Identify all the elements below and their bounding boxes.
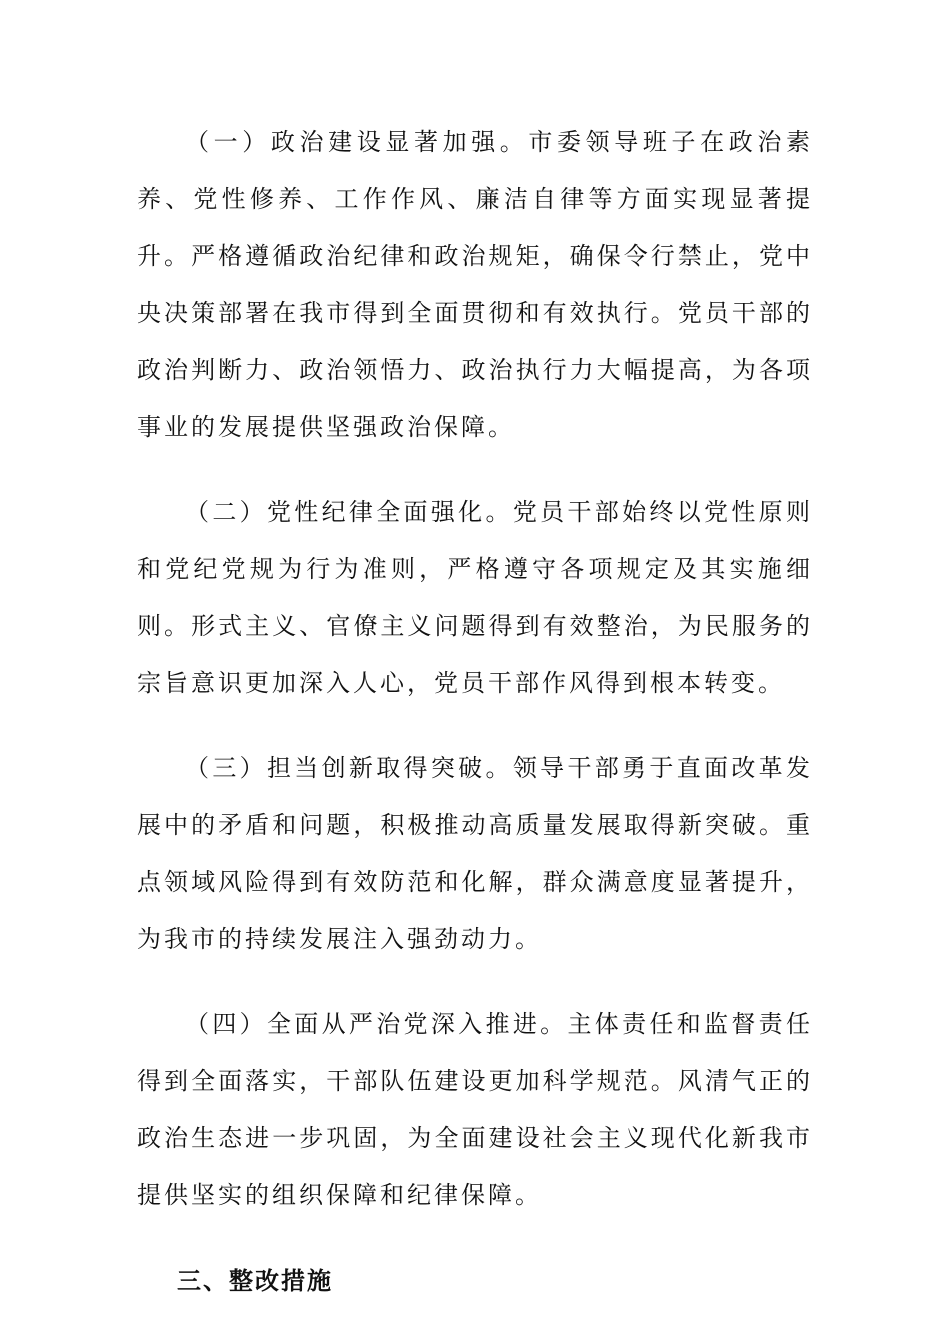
section-heading-rectification-measures: 三、整改措施 bbox=[177, 1266, 333, 1295]
paragraph-strict-governance: （四）全面从严治党深入推进。主体责任和监督责任得到全面落实，干部队伍建设更加科学规范。风清气正的政治生态进一步巩固，为全面建设社会主义现代化新我市提供坚实的组织保障和纪律保障。 bbox=[137, 1010, 813, 1209]
paragraph-party-discipline: （二）党性纪律全面强化。党员干部始终以党性原则和党纪党规为行为准则，严格遵守各项规定及其实施细则。形式主义、官僚主义问题得到有效整治，为民服务的宗旨意识更加深入人心，党员干部作风得到根本转变。 bbox=[137, 498, 813, 697]
paragraph-innovation-breakthrough: （三）担当创新取得突破。领导干部勇于直面改革发展中的矛盾和问题，积极推动高质量发展取得新突破。重点领域风险得到有效防范和化解，群众满意度显著提升，为我市的持续发展注入强劲动力。 bbox=[137, 754, 813, 953]
paragraph-political-construction: （一）政治建设显著加强。市委领导班子在政治素养、党性修养、工作作风、廉洁自律等方面实现显著提升。严格遵循政治纪律和政治规矩，确保令行禁止，党中央决策部署在我市得到全面贯彻和有效执行。党员干部的政治判断力、政治领悟力、政治执行力大幅提高，为各项事业的发展提供坚强政治保障。 bbox=[137, 128, 813, 441]
document-page bbox=[137, 114, 813, 1309]
